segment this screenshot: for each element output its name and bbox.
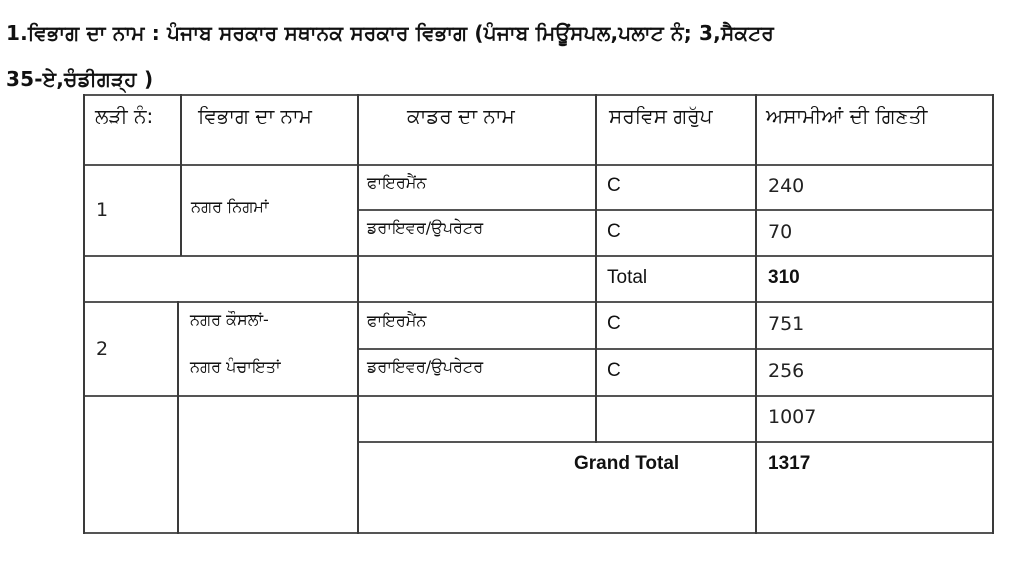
total-value: 310 bbox=[768, 267, 800, 288]
col-divider bbox=[180, 94, 182, 256]
serial-number: 2 bbox=[96, 338, 109, 360]
row-divider bbox=[357, 209, 994, 211]
department-name: ਨਗਰ ਨਿਗਮਾਂ bbox=[191, 197, 269, 216]
table-border-top bbox=[83, 94, 994, 96]
header-service-group: ਸਰਵਿਸ ਗਰੁੱਪ bbox=[609, 104, 713, 128]
col-divider bbox=[357, 94, 359, 534]
row-divider bbox=[83, 395, 994, 397]
post-count: 70 bbox=[768, 221, 793, 243]
cadre-name: ਫਾਇਰਮੈਂਨ bbox=[367, 311, 427, 330]
header-serial: ਲੜੀ ਨੰ: bbox=[95, 104, 154, 128]
post-count: 751 bbox=[768, 313, 805, 335]
heading-line-2: 35-ਏ,ਚੰਡੀਗੜ੍ਹ ) bbox=[6, 67, 154, 91]
col-divider bbox=[755, 94, 757, 534]
document-heading bbox=[6, 10, 1016, 102]
cadre-name: ਡਰਾਇਵਰ/ਉਪਰੇਟਰ bbox=[367, 357, 484, 376]
row-divider bbox=[83, 301, 994, 303]
row-divider bbox=[357, 441, 994, 443]
col-divider bbox=[595, 94, 597, 443]
table-border-bottom bbox=[83, 532, 994, 534]
cadre-name: ਫਾਇਰਮੈਂਨ bbox=[367, 173, 427, 192]
header-cadre: ਕਾਡਰ ਦਾ ਨਾਮ bbox=[407, 104, 515, 128]
header-department: ਵਿਭਾਗ ਦਾ ਨਾਮ bbox=[198, 104, 312, 128]
header-post-count: ਅਸਾਮੀਆਂ ਦੀ ਗਿਣਤੀ bbox=[766, 104, 928, 128]
department-name-line-1: ਨਗਰ ਕੌਸਲਾਂ- bbox=[190, 310, 269, 329]
cadre-name: ਡਰਾਇਵਰ/ਉਪਰੇਟਰ bbox=[367, 218, 484, 237]
post-count: 240 bbox=[768, 175, 805, 197]
serial-number: 1 bbox=[96, 199, 109, 221]
service-group: C bbox=[607, 221, 621, 242]
table-border-right bbox=[992, 94, 994, 534]
grand-total-value: 1317 bbox=[768, 453, 811, 474]
service-group: C bbox=[607, 313, 621, 334]
table-border-left bbox=[83, 94, 85, 534]
heading-line-1: 1.ਵਿਭਾਗ ਦਾ ਨਾਮ : ਪੰਜਾਬ ਸਰਕਾਰ ਸਥਾਨਕ ਸਰਕਾਰ ਵਿਭਾਗ (ਪੰਜਾਬ ਮਿਊਂਸਪਲ,ਪਲਾਟ ਨੰ; 3,ਸੈਕਟਰ bbox=[6, 21, 774, 45]
row-divider bbox=[357, 348, 994, 350]
total-label: Total bbox=[607, 267, 648, 288]
subtotal-value: 1007 bbox=[768, 406, 817, 428]
row-divider bbox=[83, 255, 994, 257]
row-divider bbox=[83, 164, 994, 166]
grand-total-label: Grand Total bbox=[574, 453, 680, 474]
col-divider bbox=[177, 301, 179, 534]
department-name-line-2: ਨਗਰ ਪੰਚਾਇਤਾਂ bbox=[190, 357, 281, 376]
service-group: C bbox=[607, 175, 621, 196]
service-group: C bbox=[607, 360, 621, 381]
post-count: 256 bbox=[768, 360, 805, 382]
